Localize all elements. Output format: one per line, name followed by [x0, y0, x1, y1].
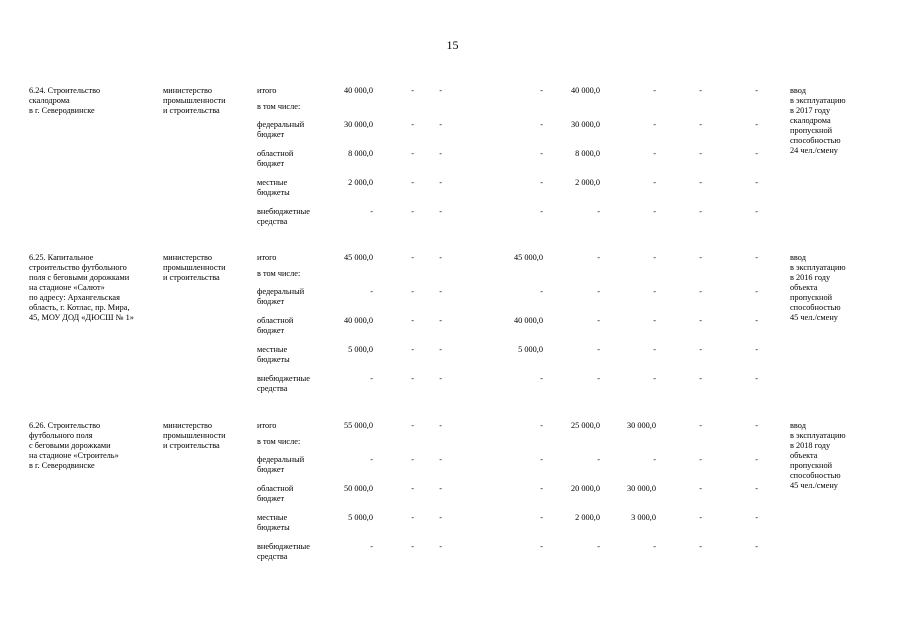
value-total: - — [370, 374, 373, 383]
funding-source-label: внебюджетные средства — [257, 374, 310, 393]
value-year-6: - — [699, 484, 702, 493]
value-year-6: - — [699, 455, 702, 464]
value-year-5: - — [653, 455, 656, 464]
value-year-6: - — [699, 374, 702, 383]
funding-source-label: федеральный бюджет — [257, 287, 305, 306]
value-year-4: - — [597, 542, 600, 551]
value-year-7: - — [755, 253, 758, 262]
funding-source-label: федеральный бюджет — [257, 455, 305, 474]
value-total: 40 000,0 — [343, 86, 373, 95]
measure-name: 6.26. Строительство футбольного поля с беговыми дорожками на стадионе «Строитель» в г. Северодвинске — [29, 421, 119, 470]
value-year-6: - — [699, 316, 702, 325]
funding-source-label: областной бюджет — [257, 316, 294, 335]
value-year-6: - — [699, 253, 702, 262]
value-year-7: - — [755, 316, 758, 325]
value-year-5: - — [653, 374, 656, 383]
value-year-2: - — [439, 86, 442, 95]
value-year-1: - — [411, 207, 414, 216]
funding-row — [0, 287, 905, 311]
executor: министерство промышленности и строительства — [163, 86, 226, 115]
funding-row — [0, 455, 905, 479]
funding-source-label: внебюджетные средства — [257, 542, 310, 561]
funding-row — [0, 120, 905, 144]
value-year-1: - — [411, 513, 414, 522]
value-total: - — [370, 287, 373, 296]
value-year-2: - — [439, 421, 442, 430]
value-year-4: - — [597, 374, 600, 383]
funding-row — [0, 374, 905, 398]
value-year-5: - — [653, 253, 656, 262]
value-year-5: - — [653, 287, 656, 296]
value-year-1: - — [411, 421, 414, 430]
funding-row — [0, 149, 905, 173]
funding-source-label: итого — [257, 86, 277, 95]
value-year-1: - — [411, 120, 414, 129]
measure-name: 6.24. Строительство скалодрома в г. Северодвинске — [29, 86, 101, 115]
value-year-2: - — [439, 345, 442, 354]
value-year-2: - — [439, 120, 442, 129]
value-year-2: - — [439, 316, 442, 325]
value-year-5: 3 000,0 — [631, 513, 656, 522]
value-year-6: - — [699, 149, 702, 158]
value-year-7: - — [755, 374, 758, 383]
value-year-3: - — [540, 287, 543, 296]
funding-row — [0, 484, 905, 508]
value-year-6: - — [699, 513, 702, 522]
value-year-2: - — [439, 455, 442, 464]
funding-row — [0, 316, 905, 340]
page-number: 15 — [446, 38, 459, 52]
value-year-7: - — [755, 455, 758, 464]
value-year-7: - — [755, 421, 758, 430]
value-year-4: 20 000,0 — [570, 484, 600, 493]
value-total: 30 000,0 — [343, 120, 373, 129]
funding-row — [0, 345, 905, 369]
value-year-3: - — [540, 542, 543, 551]
value-year-1: - — [411, 316, 414, 325]
funding-row — [0, 542, 905, 566]
funding-source-label: итого — [257, 253, 277, 262]
value-total: 55 000,0 — [343, 421, 373, 430]
funding-source-label: местные бюджеты — [257, 513, 290, 532]
value-year-6: - — [699, 542, 702, 551]
value-year-5: 30 000,0 — [626, 484, 656, 493]
funding-row — [0, 178, 905, 202]
value-year-7: - — [755, 542, 758, 551]
expected-result: ввод в эксплуатацию в 2016 году объекта пропускной способностью 45 чел./смену — [790, 253, 846, 322]
value-total: 50 000,0 — [343, 484, 373, 493]
expected-result: ввод в эксплуатацию в 2017 году скалодрома пропускной способностью 24 чел./смену — [790, 86, 846, 155]
value-total: 5 000,0 — [348, 513, 373, 522]
funding-source-label: областной бюджет — [257, 484, 294, 503]
value-year-4: - — [597, 207, 600, 216]
value-year-3: - — [540, 207, 543, 216]
value-year-5: 30 000,0 — [626, 421, 656, 430]
expected-result: ввод в эксплуатацию в 2018 году объекта пропускной способностью 45 чел./смену — [790, 421, 846, 490]
funding-source-label: местные бюджеты — [257, 178, 290, 197]
value-year-2: - — [439, 207, 442, 216]
value-year-7: - — [755, 513, 758, 522]
value-year-4: 30 000,0 — [570, 120, 600, 129]
value-year-4: - — [597, 287, 600, 296]
value-year-4: - — [597, 455, 600, 464]
value-year-5: - — [653, 542, 656, 551]
value-year-6: - — [699, 178, 702, 187]
measure-name: 6.25. Капитальное строительство футбольного поля с беговыми дорожками на стадионе «Салют» по адресу: Архангельская область, г. Котлас, пр. Мира, 45, МОУ ДОД «ДЮСШ № 1» — [29, 253, 134, 322]
value-total: 45 000,0 — [343, 253, 373, 262]
value-year-1: - — [411, 86, 414, 95]
funding-source-label: итого — [257, 421, 277, 430]
value-year-2: - — [439, 542, 442, 551]
value-year-5: - — [653, 207, 656, 216]
funding-source-label: федеральный бюджет — [257, 120, 305, 139]
funding-source-label: в том числе: — [257, 102, 301, 111]
value-year-2: - — [439, 513, 442, 522]
value-year-4: 40 000,0 — [570, 86, 600, 95]
value-year-1: - — [411, 484, 414, 493]
value-year-3: - — [540, 513, 543, 522]
value-year-2: - — [439, 374, 442, 383]
value-year-2: - — [439, 253, 442, 262]
value-year-1: - — [411, 287, 414, 296]
executor: министерство промышленности и строительства — [163, 421, 226, 450]
funding-row — [0, 207, 905, 231]
value-year-3: 45 000,0 — [513, 253, 543, 262]
funding-source-label: местные бюджеты — [257, 345, 290, 364]
executor: министерство промышленности и строительства — [163, 253, 226, 282]
value-year-2: - — [439, 178, 442, 187]
value-year-3: 40 000,0 — [513, 316, 543, 325]
value-year-1: - — [411, 374, 414, 383]
value-year-4: 8 000,0 — [575, 149, 600, 158]
value-year-3: - — [540, 120, 543, 129]
value-year-3: - — [540, 178, 543, 187]
value-year-1: - — [411, 253, 414, 262]
value-year-1: - — [411, 455, 414, 464]
value-year-7: - — [755, 287, 758, 296]
funding-source-label: областной бюджет — [257, 149, 294, 168]
value-year-4: - — [597, 345, 600, 354]
value-year-5: - — [653, 86, 656, 95]
value-year-1: - — [411, 149, 414, 158]
value-total: 2 000,0 — [348, 178, 373, 187]
value-year-7: - — [755, 345, 758, 354]
value-total: - — [370, 542, 373, 551]
value-year-3: - — [540, 149, 543, 158]
value-year-5: - — [653, 316, 656, 325]
value-year-3: - — [540, 455, 543, 464]
value-year-7: - — [755, 149, 758, 158]
value-year-2: - — [439, 287, 442, 296]
value-year-2: - — [439, 149, 442, 158]
value-total: 5 000,0 — [348, 345, 373, 354]
value-year-5: - — [653, 178, 656, 187]
value-year-6: - — [699, 207, 702, 216]
value-year-3: - — [540, 86, 543, 95]
funding-source-label: внебюджетные средства — [257, 207, 310, 226]
value-year-6: - — [699, 287, 702, 296]
value-year-7: - — [755, 207, 758, 216]
value-year-7: - — [755, 484, 758, 493]
value-year-4: 2 000,0 — [575, 178, 600, 187]
value-year-3: 5 000,0 — [518, 345, 543, 354]
value-year-5: - — [653, 149, 656, 158]
value-year-4: - — [597, 253, 600, 262]
value-year-3: - — [540, 421, 543, 430]
value-year-3: - — [540, 484, 543, 493]
value-year-6: - — [699, 86, 702, 95]
value-total: 8 000,0 — [348, 149, 373, 158]
value-year-4: 25 000,0 — [570, 421, 600, 430]
value-year-1: - — [411, 178, 414, 187]
funding-source-label: в том числе: — [257, 437, 301, 446]
value-year-5: - — [653, 345, 656, 354]
value-year-3: - — [540, 374, 543, 383]
funding-source-label: в том числе: — [257, 269, 301, 278]
value-total: 40 000,0 — [343, 316, 373, 325]
funding-row — [0, 513, 905, 537]
value-year-7: - — [755, 86, 758, 95]
value-year-2: - — [439, 484, 442, 493]
value-total: - — [370, 207, 373, 216]
value-year-6: - — [699, 421, 702, 430]
value-year-4: 2 000,0 — [575, 513, 600, 522]
value-total: - — [370, 455, 373, 464]
value-year-1: - — [411, 345, 414, 354]
value-year-5: - — [653, 120, 656, 129]
value-year-7: - — [755, 120, 758, 129]
value-year-7: - — [755, 178, 758, 187]
value-year-6: - — [699, 345, 702, 354]
value-year-1: - — [411, 542, 414, 551]
value-year-4: - — [597, 316, 600, 325]
value-year-6: - — [699, 120, 702, 129]
